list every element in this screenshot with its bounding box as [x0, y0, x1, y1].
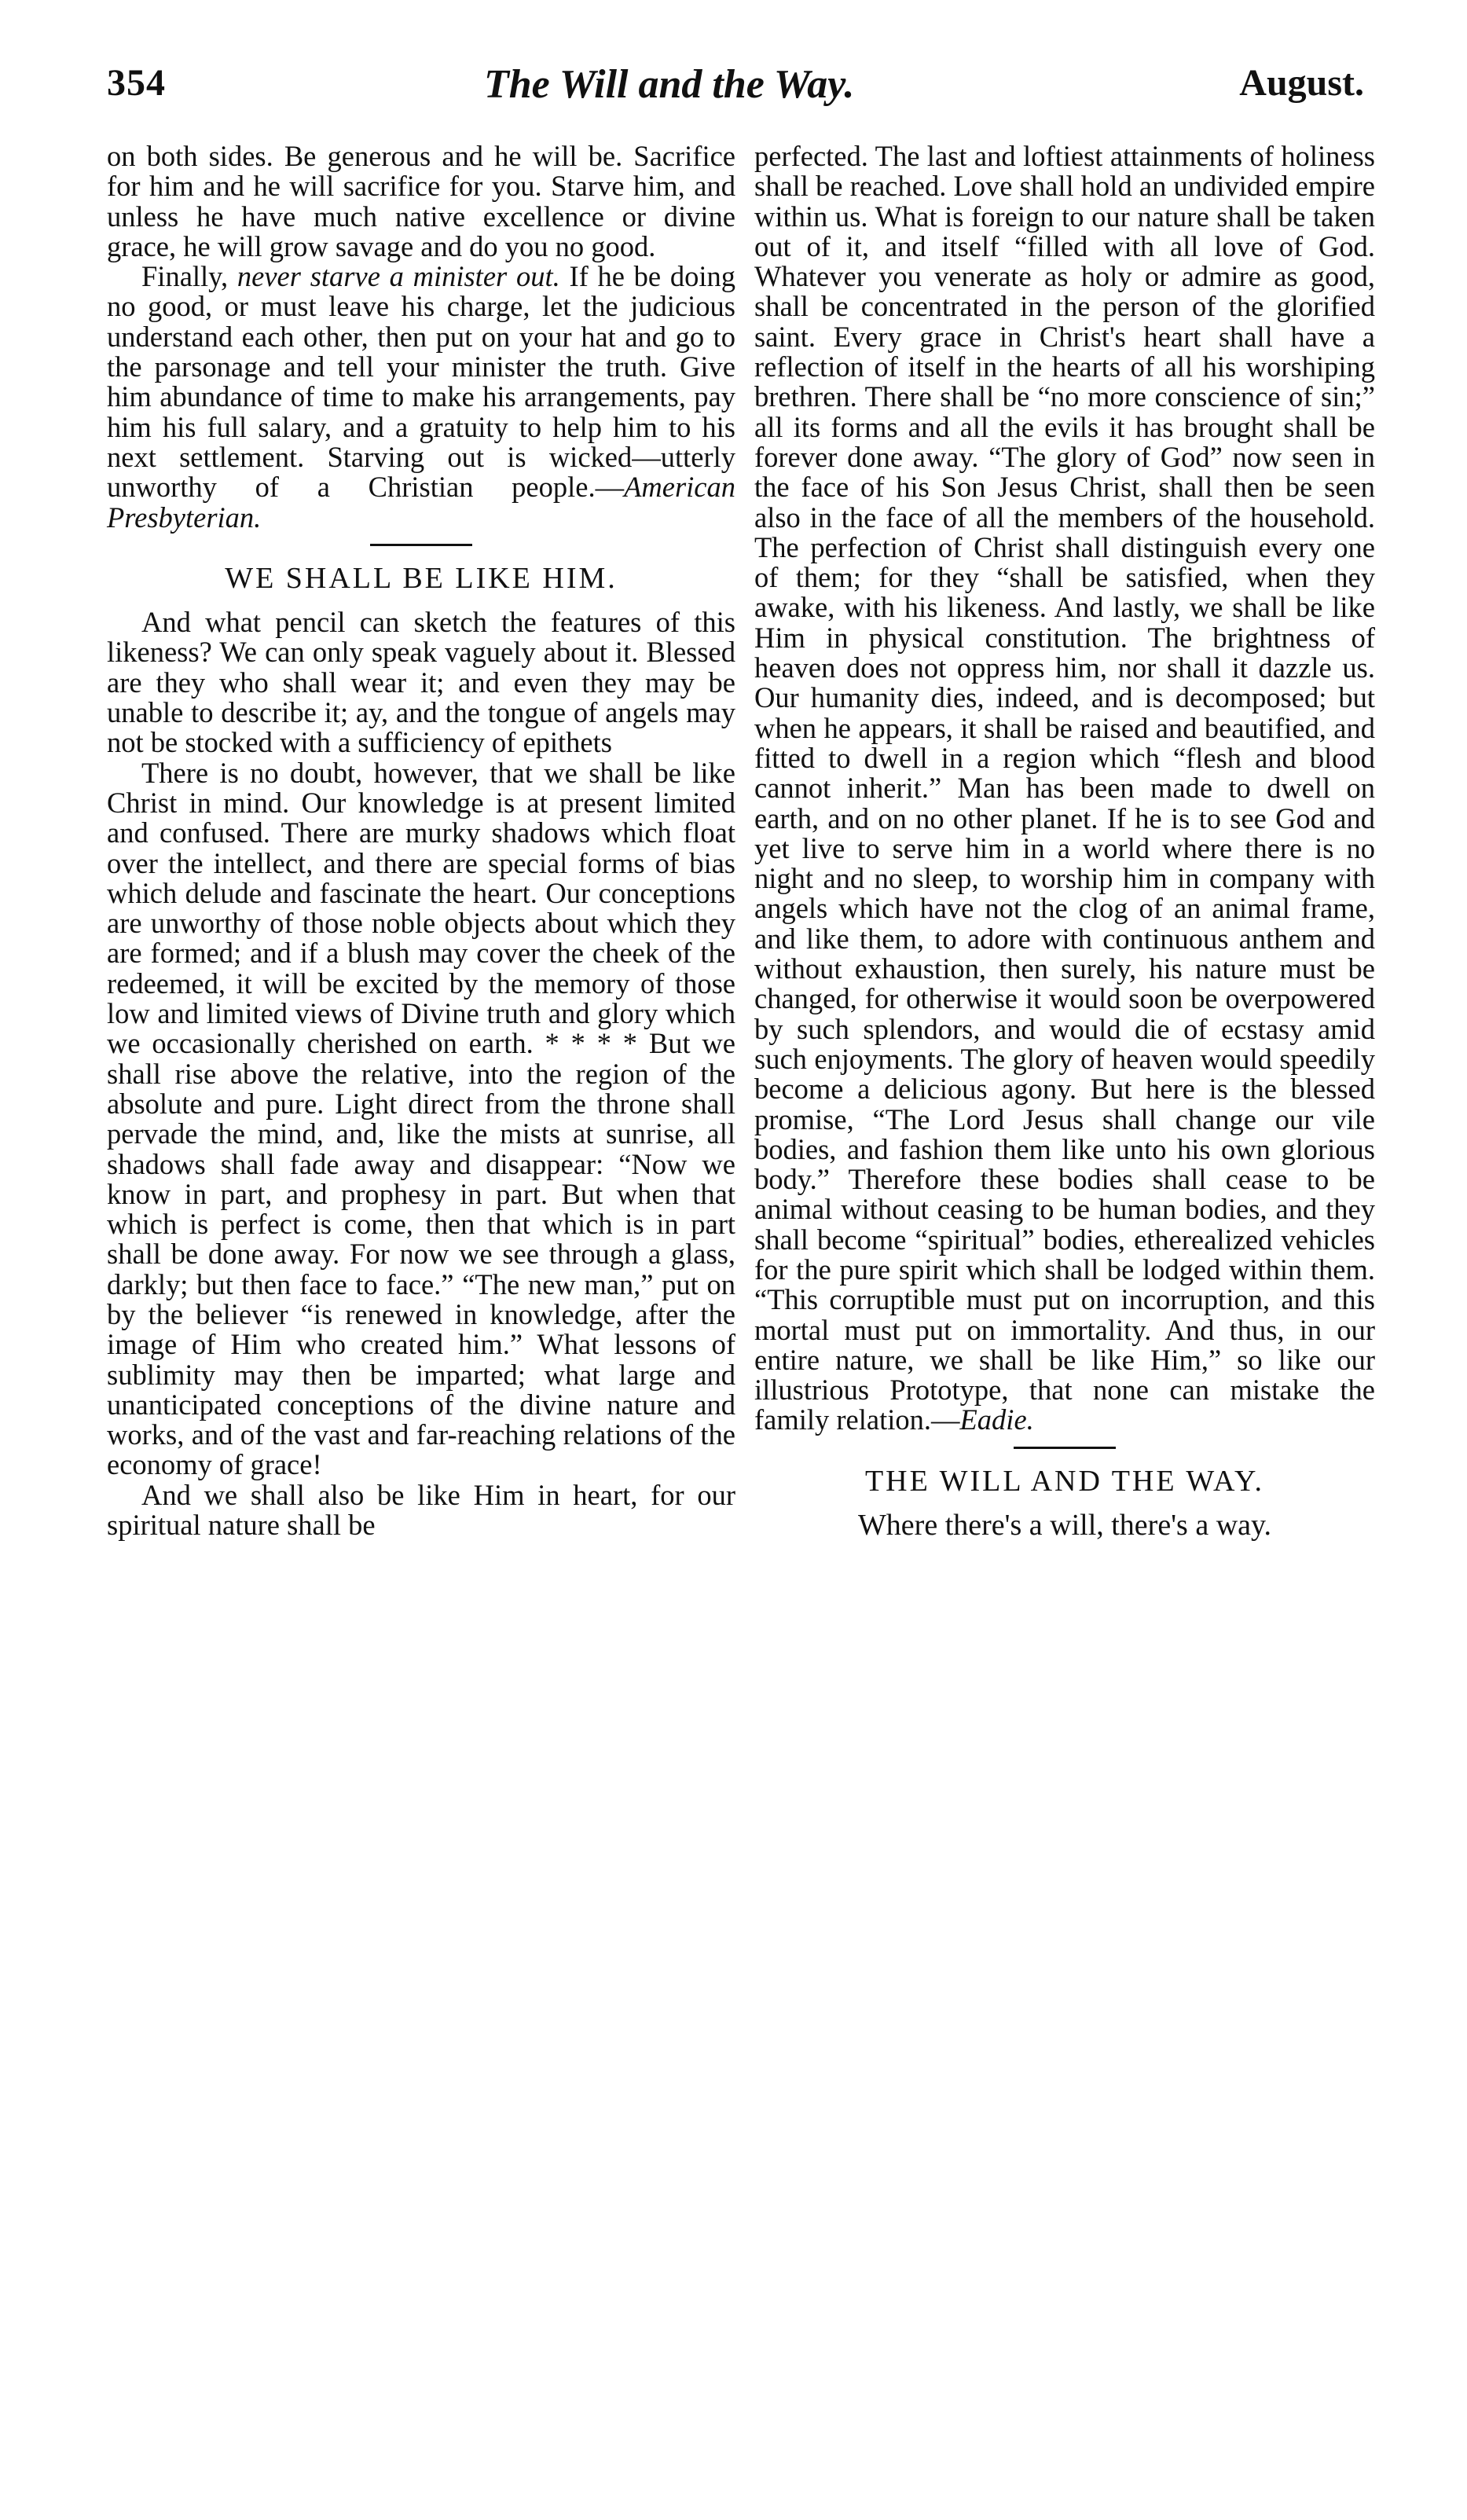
- paragraph: And we shall also be like Him in heart, for our spiritual nature shall be: [107, 1478, 735, 1542]
- paragraph: [107, 262, 735, 533]
- paragraph: on both sides. Be generous and he will be. Sacrifice for him and he will sacrifice for you. Starve him, and unless he have much native excellence or divine grace, he will grow savage and do you no good.: [107, 140, 735, 262]
- header-month: August.: [1239, 62, 1364, 104]
- paragraph: There is no doubt, however, that we shall be like Christ in mind. Our knowledge is at present limited and confused. There are murky shadows which float over the intellect, and there are special forms of bias which delude and fascinate the heart. Our conceptions are unworthy of those noble objects about which they are formed; and if a blush may cover the cheek of the redeemed, it will be excited by the memory of those low and limited views of Divine truth and glory which we occasionally cherished on earth. * * * * But we shall rise above the relative, into the region of the absolute and pure. Light direct from the throne shall pervade the mind, and, like the mists at sunrise, all shadows shall fade away and disappear: “Now we know in part, and prophesy in part. But when that which is perfect is come, then that which is in part shall be done away. For now we see through a glass, darkly; but then face to face.” “The new man,” put on by the believer “is renewed in knowledge, after the image of Him who created him.” What lessons of sublimity may then be imparted; what large and unanticipated conceptions of the divine nature and works, and of the vast and far-reaching relations of the economy of grace!: [107, 756, 735, 1481]
- paragraph-text: If he be doing no good, or must leave his charge, let the judicious understand each other, then put on your hat and go to the parsonage and tell your minister the truth. Give him abundance of time to make his arrangements, pay him his full salary, and a gratuity to help him to his next settlement. Starving out is wicked—utterly unworthy of a Christian people.—: [107, 260, 735, 504]
- section-heading: THE WILL AND THE WAY.: [864, 1464, 1265, 1498]
- paragraph-text: Finally,: [141, 260, 237, 293]
- source-citation: American Presbyterian.: [107, 471, 735, 534]
- paragraph: And what pencil can sketch the features of this likeness? We can only speak vaguely about it. Blessed are they who shall wear it; and even they may be unable to describe it; ay, and the tongue of angels may not be stocked with a sufficiency of epithets: [107, 606, 735, 759]
- page-number: 354: [107, 62, 166, 104]
- section-divider: [1014, 1447, 1116, 1449]
- source-citation: Eadie.: [959, 1403, 1034, 1436]
- section-divider: [370, 544, 472, 546]
- motto: Where there's a will, there's a way.: [857, 1509, 1272, 1542]
- section-heading: WE SHALL BE LIKE HIM.: [225, 561, 618, 595]
- running-title: The Will and the Way.: [484, 62, 855, 107]
- paragraph: [754, 141, 1375, 1436]
- left-column: [107, 141, 735, 1540]
- page-header: [107, 61, 1364, 124]
- paragraph-text: perfected. The last and loftiest attainments of holiness shall be reached. Love shall hold an undivided empire within us. What is foreign to our nature shall be taken out of it, and itself “filled with all love of God. Whatever you venerate as holy or admire as good, shall be concentrated in the person of the glorified saint. Every grace in Christ's heart shall have a reflection of itself in the hearts of all his worshiping brethren. There shall be “no more conscience of sin;” all its forms and all the evils it has brought shall be forever done away. “The glory of God” now seen in the face of his Son Jesus Christ, shall then be seen also in the face of all the members of the household. The perfection of Christ shall distinguish every one of them; for they “shall be satisfied, when they awake, with his likeness. And lastly, we shall be like Him in physical constitution. The brightness of heaven does not oppress him, nor shall it dazzle us. Our humanity dies, indeed, and is decomposed; but when he appears, it shall be raised and beautified, and fitted to dwell in a region which “flesh and blood cannot inherit.” Man has been made to dwell on earth, and on no other planet. If he is to see God and yet live to serve him in a world where there is no night and no sleep, to worship him in company with angels which have not the clog of an animal frame, and like them, to adore with continuous anthem and without exhaustion, then surely, his nature must be changed, for otherwise it would soon be overpowered by such splendors, and would die of ecstasy amid such enjoyments. The glory of heaven would speedily become a delicious agony. But here is the blessed promise, “The Lord Jesus shall change our vile bodies, and fashion them like unto his own glorious body.” Therefore these bodies shall cease to be animal without ceasing to be human bodies, and they shall become “spiritual” bodies, etherealized vehicles for the pure spirit which shall be lodged within them. “This corruptible must put on incorruption, and this mortal must put on immortality. And thus, in our entire nature, we shall be like Him,” so like our illustrious Prototype, that none can mistake the family relation.—: [754, 140, 1375, 1436]
- right-column: [754, 141, 1375, 1540]
- emphasis-text: never starve a minister out.: [237, 260, 560, 293]
